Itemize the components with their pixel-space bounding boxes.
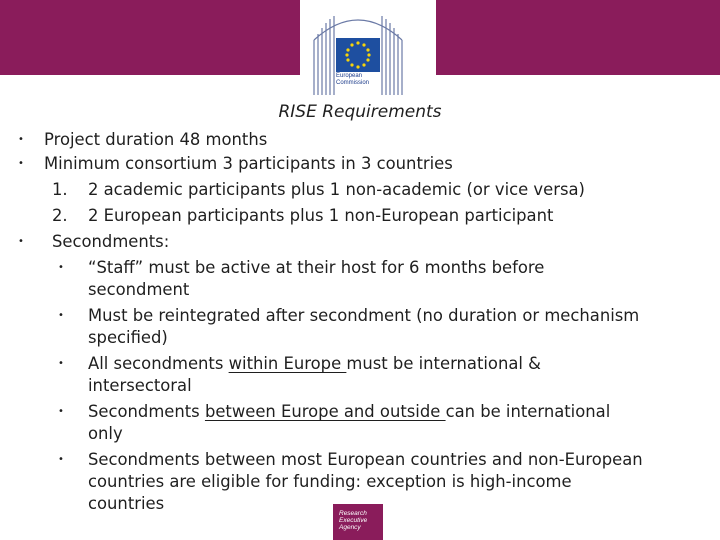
underlined-text: within Europe bbox=[228, 354, 347, 373]
bullet-icon: • bbox=[58, 310, 64, 321]
list-item: Project duration 48 months bbox=[44, 130, 268, 149]
list-item-continuation: specified) bbox=[88, 328, 168, 347]
list-item-continuation: countries bbox=[88, 494, 165, 513]
eu-flag-icon bbox=[336, 38, 380, 72]
slide-title: RISE Requirements bbox=[278, 102, 442, 122]
underlined-text: between Europe and outside bbox=[204, 402, 446, 421]
list-item: Minimum consortium 3 participants in 3 countries bbox=[44, 154, 453, 173]
list-item: Secondments between Europe and outside can be international bbox=[88, 402, 611, 421]
list-item: 2 academic participants plus 1 non-academic (or vice versa) bbox=[88, 180, 585, 199]
rea-label: Agency bbox=[339, 524, 361, 531]
rea-label: Research bbox=[339, 510, 367, 517]
bullet-icon: • bbox=[58, 358, 64, 369]
list-item-continuation: secondment bbox=[88, 280, 190, 299]
bullet-icon: • bbox=[18, 158, 24, 169]
european-commission-logo bbox=[300, 0, 436, 105]
rea-logo bbox=[333, 504, 383, 540]
bullet-icon: • bbox=[58, 454, 64, 465]
rea-label: Executive bbox=[339, 517, 368, 524]
list-item: 2 European participants plus 1 non-European participant bbox=[88, 206, 554, 225]
list-item-continuation: countries are eligible for funding: exception is high-income bbox=[88, 472, 572, 491]
list-item: Secondments between most European countries and non-European bbox=[88, 450, 643, 469]
list-item-continuation: only bbox=[88, 424, 123, 443]
commission-wordmark: European Commission bbox=[336, 73, 370, 86]
commission-building-icon bbox=[300, 0, 436, 105]
list-item: Must be reintegrated after secondment (no duration or mechanism bbox=[88, 306, 640, 325]
list-item-continuation: intersectoral bbox=[88, 376, 192, 395]
list-item: All secondments within Europe must be international & bbox=[88, 354, 541, 373]
bullet-icon: • bbox=[58, 406, 64, 417]
bullet-icon: • bbox=[18, 134, 24, 145]
list-item: “Staff” must be active at their host for 6 months before bbox=[88, 258, 545, 277]
list-number: 1. bbox=[52, 180, 68, 199]
list-number: 2. bbox=[52, 206, 68, 225]
bullet-icon: • bbox=[18, 236, 24, 247]
bullet-icon: • bbox=[58, 262, 64, 273]
list-item: Secondments: bbox=[52, 232, 170, 251]
